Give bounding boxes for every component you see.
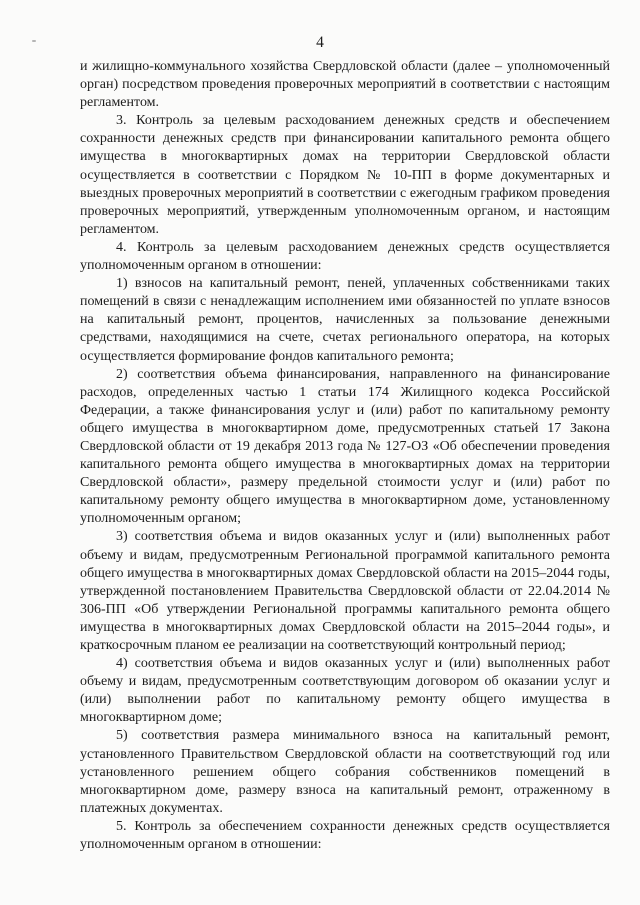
paragraph-4-item-3: 3) соответствия объема и видов оказанных услуг и (или) выполненных работ объему и видам, предусмотренным Региональной программой капитального ремонта общего имущества в многоквартирных домах Свердловской области на 2015–2044 годы, утвержденной постановлением Правительства Свердловской области от 22.04.2014 № 306-ПП «Об утверждении Региональной программы капитального ремонта общего имущества в многоквартирных домах Свердловской области на 2015–2044 годы», и краткосрочным планом ее реализации на соответствующий контрольный период; <box>80 529 610 653</box>
paragraph-3: 3. Контроль за целевым расходованием денежных средств и обеспечением сохранности денежных средств при финансировании капитального ремонта общего имущества в многоквартирных домах на территории Свердловской области осуществляется в соответствии с Порядком № 10-ПП в форме документарных и выездных проверочных мероприятий в соответствии с ежегодным графиком проведения проверочных мероприятий, утвержденным уполномоченным органом, и настоящим регламентом. <box>80 113 610 237</box>
paragraph-4-item-4: 4) соответствия объема и видов оказанных услуг и (или) выполненных работ объему и видам, предусмотренным соответствующим договором об оказании услуг и (или) выполнении работ по капитальному ремонту общего имущества в многоквартирном доме; <box>80 656 610 726</box>
paragraph-4-item-5: 5) соответствия размера минимального взноса на капитальный ремонт, установленного Правительством Свердловской области на соответствующий год или установленного решением общего собрания собственников помещений в многоквартирном доме, размеру взноса на капитальный ремонт, отраженному в платежных документах. <box>80 728 610 816</box>
paragraph-5: 5. Контроль за обеспечением сохранности денежных средств осуществляется уполномоченным органом в отношении: <box>80 818 610 853</box>
document-body <box>80 58 610 854</box>
paragraph-4: 4. Контроль за целевым расходованием денежных средств осуществляется уполномоченным органом в отношении: <box>80 239 610 274</box>
paragraph-continuation: и жилищно-коммунального хозяйства Свердловской области (далее – уполномоченный орган) посредством проведения проверочных мероприятий в соответствии с настоящим регламентом. <box>80 59 610 111</box>
paragraph-4-item-2: 2) соответствия объема финансирования, направленного на финансирование расходов, определенных частью 1 статьи 174 Жилищного кодекса Российской Федерации, а также финансирования услуг и (или) работ по капитальному ремонту общего имущества в многоквартирном доме, предусмотренных статьей 17 Закона Свердловской области от 19 декабря 2013 года № 127-ОЗ «Об обеспечении проведения капитального ремонта общего имущества в многоквартирных домах на территории Свердловской области», размеру предельной стоимости услуг и (или) работ по капитальному ремонту общего имущества в многоквартирном доме, установленному уполномоченным органом; <box>80 366 610 527</box>
paragraph-4-item-1: 1) взносов на капитальный ремонт, пеней, уплаченных собственниками таких помещений в связи с ненадлежащим исполнением ими обязанностей по уплате взносов на капитальный ремонт, процентов, начисленных за пользование денежными средствами, находящимися на счете, счетах регионального оператора, на которых осуществляется формирование фондов капитального ремонта; <box>80 276 610 364</box>
page-number: 4 <box>316 34 324 51</box>
